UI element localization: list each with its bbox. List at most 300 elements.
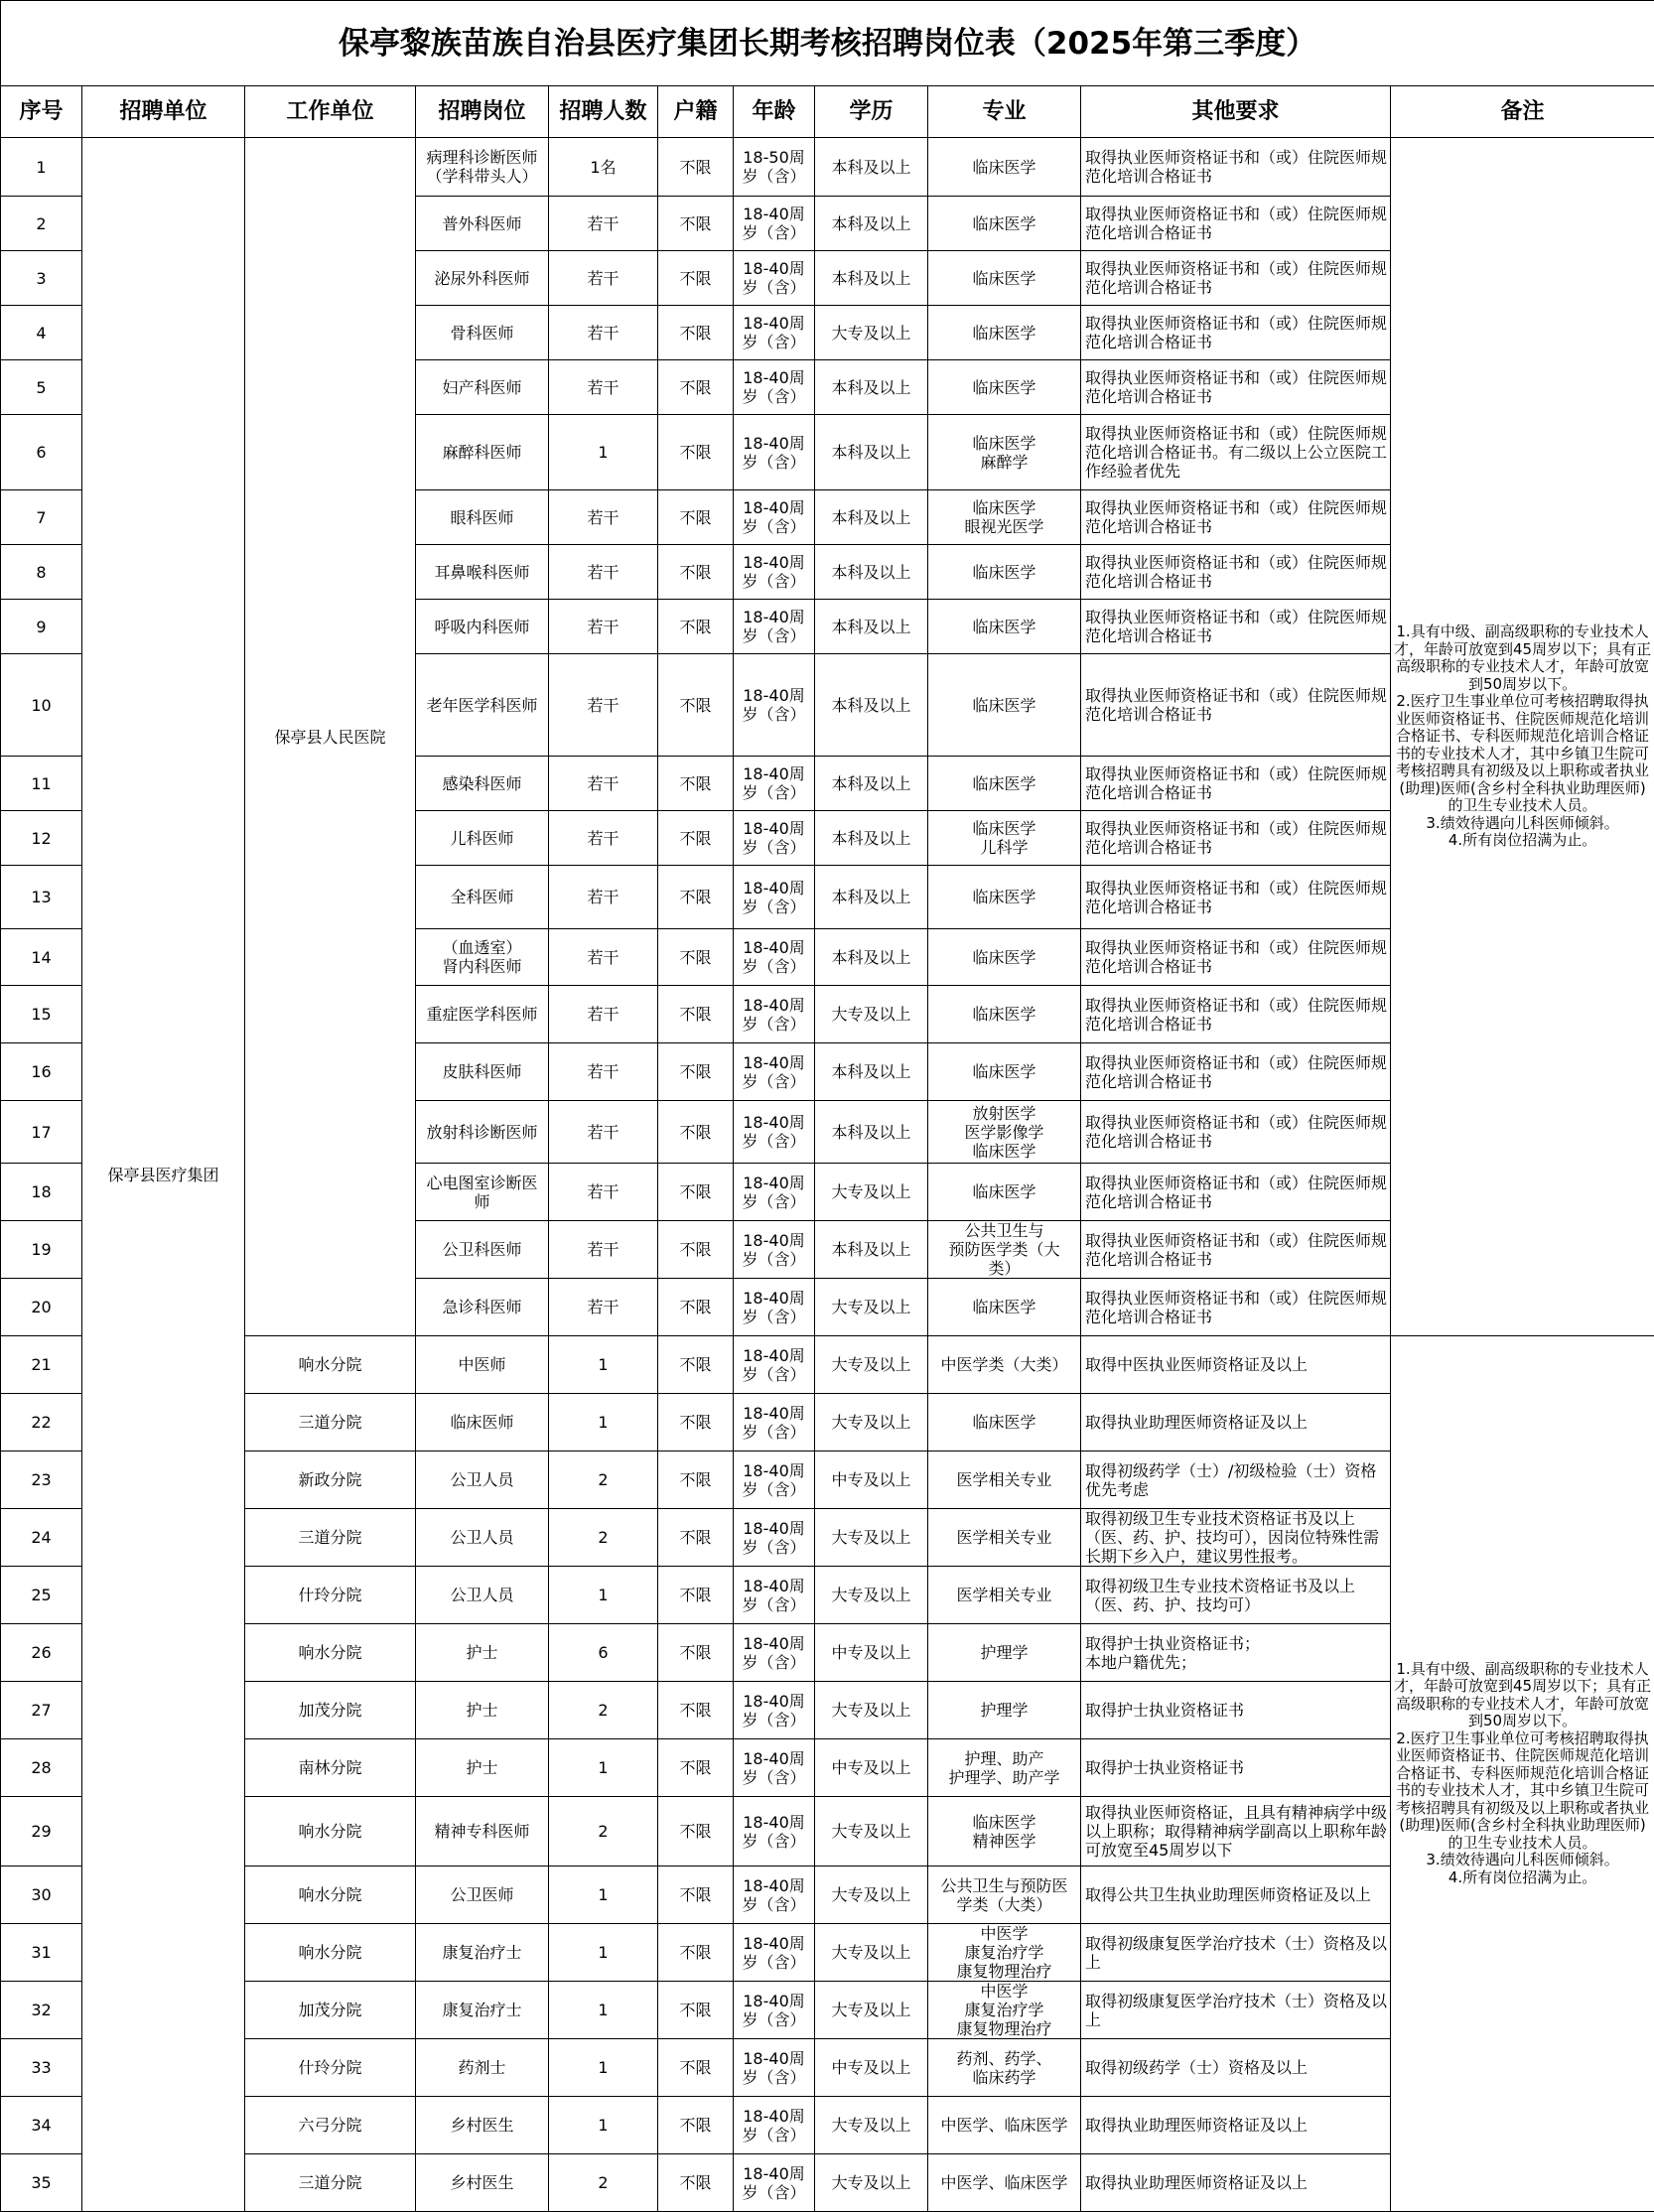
post-cell: 骨科医师	[416, 306, 549, 360]
requirement-cell: 取得执业医师资格证书和（或）住院医师规范化培训合格证书	[1081, 138, 1391, 197]
row-number: 7	[1, 490, 82, 545]
hukou-cell: 不限	[658, 1336, 734, 1394]
work-unit-cell: 加茂分院	[245, 1682, 416, 1739]
hukou-cell: 不限	[658, 415, 734, 490]
count-cell: 1	[549, 1924, 658, 1982]
page-title: 保亭黎族苗族自治县医疗集团长期考核招聘岗位表（2025年第三季度）	[1, 1, 1654, 86]
work-unit-cell: 响水分院	[245, 1624, 416, 1682]
education-cell: 本科及以上	[815, 490, 928, 545]
age-cell: 18-40周 岁（含）	[734, 360, 815, 415]
education-cell: 本科及以上	[815, 1101, 928, 1164]
row-number: 21	[1, 1336, 82, 1394]
hukou-cell: 不限	[658, 1509, 734, 1567]
age-cell: 18-40周 岁（含）	[734, 757, 815, 811]
age-cell: 18-40周 岁（含）	[734, 2154, 815, 2212]
hukou-cell: 不限	[658, 1221, 734, 1279]
requirement-cell: 取得执业医师资格证书和（或）住院医师规范化培训合格证书	[1081, 1221, 1391, 1279]
header-cell: 年龄	[734, 86, 815, 138]
count-cell: 若干	[549, 360, 658, 415]
header-cell: 招聘单位	[82, 86, 245, 138]
row-number: 5	[1, 360, 82, 415]
count-cell: 若干	[549, 1221, 658, 1279]
row-number: 1	[1, 138, 82, 197]
hukou-cell: 不限	[658, 1452, 734, 1509]
age-cell: 18-40周 岁（含）	[734, 490, 815, 545]
age-cell: 18-40周 岁（含）	[734, 1279, 815, 1336]
row-number: 31	[1, 1924, 82, 1982]
education-cell: 大专及以上	[815, 1394, 928, 1452]
post-cell: 护士	[416, 1682, 549, 1739]
table-header-row	[1, 86, 1654, 138]
post-cell: （血透室） 肾内科医师	[416, 929, 549, 986]
work-unit-cell: 南林分院	[245, 1739, 416, 1797]
age-cell: 18-40周 岁（含）	[734, 415, 815, 490]
major-cell: 临床医学	[928, 138, 1081, 197]
hukou-cell: 不限	[658, 866, 734, 929]
header-cell: 专业	[928, 86, 1081, 138]
table-row	[1, 1336, 1654, 1394]
row-number: 17	[1, 1101, 82, 1164]
row-number: 13	[1, 866, 82, 929]
count-cell: 2	[549, 1509, 658, 1567]
age-cell: 18-40周 岁（含）	[734, 545, 815, 600]
hukou-cell: 不限	[658, 1924, 734, 1982]
count-cell: 1	[549, 1336, 658, 1394]
post-cell: 公卫人员	[416, 1452, 549, 1509]
major-cell: 临床医学	[928, 600, 1081, 654]
post-cell: 耳鼻喉科医师	[416, 545, 549, 600]
age-cell: 18-40周 岁（含）	[734, 1336, 815, 1394]
age-cell: 18-40周 岁（含）	[734, 986, 815, 1043]
post-cell: 麻醉科医师	[416, 415, 549, 490]
header-cell: 备注	[1391, 86, 1654, 138]
major-cell: 临床医学	[928, 360, 1081, 415]
count-cell: 若干	[549, 757, 658, 811]
count-cell: 若干	[549, 197, 658, 251]
row-number: 10	[1, 654, 82, 757]
post-cell: 乡村医生	[416, 2154, 549, 2212]
age-cell: 18-40周 岁（含）	[734, 1452, 815, 1509]
row-number: 33	[1, 2039, 82, 2097]
post-cell: 急诊科医师	[416, 1279, 549, 1336]
hukou-cell: 不限	[658, 929, 734, 986]
requirement-cell: 取得护士执业资格证书； 本地户籍优先；	[1081, 1624, 1391, 1682]
post-cell: 重症医学科医师	[416, 986, 549, 1043]
post-cell: 公卫科医师	[416, 1221, 549, 1279]
row-number: 27	[1, 1682, 82, 1739]
major-cell: 临床医学 麻醉学	[928, 415, 1081, 490]
major-cell: 临床医学 儿科学	[928, 811, 1081, 866]
post-cell: 普外科医师	[416, 197, 549, 251]
education-cell: 本科及以上	[815, 600, 928, 654]
row-number: 3	[1, 251, 82, 306]
post-cell: 临床医师	[416, 1394, 549, 1452]
education-cell: 大专及以上	[815, 1509, 928, 1567]
count-cell: 若干	[549, 654, 658, 757]
requirement-cell: 取得执业助理医师资格证及以上	[1081, 1394, 1391, 1452]
requirement-cell: 取得护士执业资格证书	[1081, 1739, 1391, 1797]
age-cell: 18-40周 岁（含）	[734, 1221, 815, 1279]
row-number: 24	[1, 1509, 82, 1567]
row-number: 19	[1, 1221, 82, 1279]
major-cell: 中医学、临床医学	[928, 2097, 1081, 2154]
count-cell: 6	[549, 1624, 658, 1682]
age-cell: 18-40周 岁（含）	[734, 197, 815, 251]
education-cell: 大专及以上	[815, 1336, 928, 1394]
header-cell: 工作单位	[245, 86, 416, 138]
header-cell: 户籍	[658, 86, 734, 138]
education-cell: 本科及以上	[815, 1221, 928, 1279]
header-cell: 学历	[815, 86, 928, 138]
requirement-cell: 取得初级卫生专业技术资格证书及以上（医、药、护、技均可），因岗位特殊性需长期下乡入户，建议男性报考。	[1081, 1509, 1391, 1567]
count-cell: 若干	[549, 1101, 658, 1164]
hukou-cell: 不限	[658, 600, 734, 654]
requirement-cell: 取得执业医师资格证书和（或）住院医师规范化培训合格证书	[1081, 545, 1391, 600]
row-number: 26	[1, 1624, 82, 1682]
requirement-cell: 取得执业医师资格证，且具有精神病学中级以上职称；取得精神病学副高以上职称年龄可放宽至45周岁以下	[1081, 1797, 1391, 1866]
hukou-cell: 不限	[658, 545, 734, 600]
post-cell: 病理科诊断医师 （学科带头人）	[416, 138, 549, 197]
requirement-cell: 取得执业助理医师资格证及以上	[1081, 2097, 1391, 2154]
work-unit-cell: 三道分院	[245, 1509, 416, 1567]
count-cell: 1	[549, 1866, 658, 1924]
post-cell: 公卫人员	[416, 1509, 549, 1567]
count-cell: 1	[549, 415, 658, 490]
age-cell: 18-40周 岁（含）	[734, 1682, 815, 1739]
hukou-cell: 不限	[658, 1394, 734, 1452]
major-cell: 放射医学 医学影像学 临床医学	[928, 1101, 1081, 1164]
hukou-cell: 不限	[658, 1164, 734, 1221]
major-cell: 药剂、药学、 临床药学	[928, 2039, 1081, 2097]
education-cell: 大专及以上	[815, 1682, 928, 1739]
count-cell: 1	[549, 1982, 658, 2039]
requirement-cell: 取得执业医师资格证书和（或）住院医师规范化培训合格证书	[1081, 811, 1391, 866]
work-unit-cell: 响水分院	[245, 1924, 416, 1982]
post-cell: 中医师	[416, 1336, 549, 1394]
post-cell: 公卫人员	[416, 1567, 549, 1624]
count-cell: 2	[549, 1797, 658, 1866]
requirement-cell: 取得执业医师资格证书和（或）住院医师规范化培训合格证书	[1081, 1279, 1391, 1336]
work-unit-cell: 三道分院	[245, 2154, 416, 2212]
requirement-cell: 取得初级卫生专业技术资格证书及以上（医、药、护、技均可）	[1081, 1567, 1391, 1624]
count-cell: 若干	[549, 1279, 658, 1336]
education-cell: 本科及以上	[815, 811, 928, 866]
hukou-cell: 不限	[658, 1982, 734, 2039]
education-cell: 本科及以上	[815, 415, 928, 490]
count-cell: 1	[549, 1739, 658, 1797]
row-number: 11	[1, 757, 82, 811]
hukou-cell: 不限	[658, 197, 734, 251]
major-cell: 临床医学	[928, 197, 1081, 251]
requirement-cell: 取得执业医师资格证书和（或）住院医师规范化培训合格证书	[1081, 929, 1391, 986]
major-cell: 临床医学	[928, 866, 1081, 929]
major-cell: 临床医学	[928, 1394, 1081, 1452]
post-cell: 护士	[416, 1624, 549, 1682]
age-cell: 18-40周 岁（含）	[734, 1924, 815, 1982]
count-cell: 若干	[549, 490, 658, 545]
count-cell: 若干	[549, 811, 658, 866]
hukou-cell: 不限	[658, 811, 734, 866]
row-number: 14	[1, 929, 82, 986]
row-number: 22	[1, 1394, 82, 1452]
requirement-cell: 取得执业医师资格证书和（或）住院医师规范化培训合格证书	[1081, 600, 1391, 654]
age-cell: 18-40周 岁（含）	[734, 1797, 815, 1866]
work-unit-cell: 三道分院	[245, 1394, 416, 1452]
requirement-cell: 取得执业医师资格证书和（或）住院医师规范化培训合格证书	[1081, 306, 1391, 360]
education-cell: 中专及以上	[815, 1452, 928, 1509]
age-cell: 18-40周 岁（含）	[734, 1739, 815, 1797]
hukou-cell: 不限	[658, 1279, 734, 1336]
education-cell: 大专及以上	[815, 1924, 928, 1982]
row-number: 25	[1, 1567, 82, 1624]
post-cell: 公卫医师	[416, 1866, 549, 1924]
row-number: 18	[1, 1164, 82, 1221]
row-number: 8	[1, 545, 82, 600]
row-number: 35	[1, 2154, 82, 2212]
major-cell: 中医学类（大类）	[928, 1336, 1081, 1394]
hukou-cell: 不限	[658, 757, 734, 811]
work-unit-cell: 什玲分院	[245, 2039, 416, 2097]
major-cell: 公共卫生与 预防医学类（大 类）	[928, 1221, 1081, 1279]
requirement-cell: 取得中医执业医师资格证及以上	[1081, 1336, 1391, 1394]
row-number: 15	[1, 986, 82, 1043]
requirement-cell: 取得初级药学（士）/初级检验（士）资格优先考虑	[1081, 1452, 1391, 1509]
requirement-cell: 取得初级康复医学治疗技术（士）资格及以上	[1081, 1982, 1391, 2039]
major-cell: 中医学、临床医学	[928, 2154, 1081, 2212]
education-cell: 本科及以上	[815, 360, 928, 415]
major-cell: 临床医学	[928, 545, 1081, 600]
row-number: 29	[1, 1797, 82, 1866]
major-cell: 公共卫生与预防医 学类（大类）	[928, 1866, 1081, 1924]
education-cell: 本科及以上	[815, 654, 928, 757]
education-cell: 中专及以上	[815, 2039, 928, 2097]
major-cell: 临床医学 眼视光医学	[928, 490, 1081, 545]
hukou-cell: 不限	[658, 2097, 734, 2154]
hukou-cell: 不限	[658, 138, 734, 197]
post-cell: 眼科医师	[416, 490, 549, 545]
hukou-cell: 不限	[658, 1739, 734, 1797]
major-cell: 临床医学	[928, 1164, 1081, 1221]
count-cell: 若干	[549, 866, 658, 929]
requirement-cell: 取得执业医师资格证书和（或）住院医师规范化培训合格证书	[1081, 360, 1391, 415]
age-cell: 18-40周 岁（含）	[734, 866, 815, 929]
age-cell: 18-40周 岁（含）	[734, 811, 815, 866]
requirement-cell: 取得护士执业资格证书	[1081, 1682, 1391, 1739]
requirement-cell: 取得执业医师资格证书和（或）住院医师规范化培训合格证书。有二级以上公立医院工作经验者优先	[1081, 415, 1391, 490]
post-cell: 心电图室诊断医 师	[416, 1164, 549, 1221]
age-cell: 18-40周 岁（含）	[734, 654, 815, 757]
age-cell: 18-40周 岁（含）	[734, 1164, 815, 1221]
requirement-cell: 取得执业医师资格证书和（或）住院医师规范化培训合格证书	[1081, 866, 1391, 929]
age-cell: 18-40周 岁（含）	[734, 1567, 815, 1624]
major-cell: 临床医学	[928, 1043, 1081, 1101]
post-cell: 泌尿外科医师	[416, 251, 549, 306]
work-unit-cell: 六弓分院	[245, 2097, 416, 2154]
major-cell: 医学相关专业	[928, 1452, 1081, 1509]
count-cell: 若干	[549, 545, 658, 600]
education-cell: 大专及以上	[815, 1567, 928, 1624]
major-cell: 护理、助产 护理学、助产学	[928, 1739, 1081, 1797]
post-cell: 全科医师	[416, 866, 549, 929]
age-cell: 18-40周 岁（含）	[734, 306, 815, 360]
post-cell: 精神专科医师	[416, 1797, 549, 1866]
post-cell: 康复治疗士	[416, 1924, 549, 1982]
hukou-cell: 不限	[658, 306, 734, 360]
education-cell: 本科及以上	[815, 197, 928, 251]
row-number: 28	[1, 1739, 82, 1797]
hukou-cell: 不限	[658, 490, 734, 545]
age-cell: 18-40周 岁（含）	[734, 1866, 815, 1924]
row-number: 16	[1, 1043, 82, 1101]
post-cell: 儿科医师	[416, 811, 549, 866]
age-cell: 18-50周 岁（含）	[734, 138, 815, 197]
age-cell: 18-40周 岁（含）	[734, 600, 815, 654]
post-cell: 护士	[416, 1739, 549, 1797]
row-number: 4	[1, 306, 82, 360]
education-cell: 本科及以上	[815, 1043, 928, 1101]
work-unit-cell: 响水分院	[245, 1336, 416, 1394]
age-cell: 18-40周 岁（含）	[734, 1982, 815, 2039]
education-cell: 大专及以上	[815, 986, 928, 1043]
age-cell: 18-40周 岁（含）	[734, 1624, 815, 1682]
hukou-cell: 不限	[658, 654, 734, 757]
row-number: 12	[1, 811, 82, 866]
table-row	[1, 138, 1654, 197]
count-cell: 1名	[549, 138, 658, 197]
work-unit-cell: 保亭县人民医院	[245, 138, 416, 1336]
post-cell: 药剂士	[416, 2039, 549, 2097]
header-cell: 招聘人数	[549, 86, 658, 138]
requirement-cell: 取得执业医师资格证书和（或）住院医师规范化培训合格证书	[1081, 1164, 1391, 1221]
row-number: 32	[1, 1982, 82, 2039]
education-cell: 本科及以上	[815, 251, 928, 306]
major-cell: 中医学 康复治疗学 康复物理治疗	[928, 1982, 1081, 2039]
post-cell: 皮肤科医师	[416, 1043, 549, 1101]
major-cell: 医学相关专业	[928, 1567, 1081, 1624]
row-number: 30	[1, 1866, 82, 1924]
education-cell: 大专及以上	[815, 1866, 928, 1924]
count-cell: 若干	[549, 251, 658, 306]
hukou-cell: 不限	[658, 251, 734, 306]
post-cell: 乡村医生	[416, 2097, 549, 2154]
count-cell: 若干	[549, 1043, 658, 1101]
header-cell: 其他要求	[1081, 86, 1391, 138]
count-cell: 2	[549, 2154, 658, 2212]
post-cell: 放射科诊断医师	[416, 1101, 549, 1164]
age-cell: 18-40周 岁（含）	[734, 251, 815, 306]
requirement-cell: 取得初级药学（士）资格及以上	[1081, 2039, 1391, 2097]
education-cell: 大专及以上	[815, 2154, 928, 2212]
requirement-cell: 取得公共卫生执业助理医师资格证及以上	[1081, 1866, 1391, 1924]
hukou-cell: 不限	[658, 1866, 734, 1924]
major-cell: 临床医学 精神医学	[928, 1797, 1081, 1866]
education-cell: 大专及以上	[815, 1164, 928, 1221]
education-cell: 中专及以上	[815, 1739, 928, 1797]
age-cell: 18-40周 岁（含）	[734, 1509, 815, 1567]
hukou-cell: 不限	[658, 2154, 734, 2212]
count-cell: 若干	[549, 306, 658, 360]
requirement-cell: 取得执业医师资格证书和（或）住院医师规范化培训合格证书	[1081, 1043, 1391, 1101]
count-cell: 1	[549, 1394, 658, 1452]
employer-cell: 保亭县医疗集团	[82, 138, 245, 2212]
work-unit-cell: 加茂分院	[245, 1982, 416, 2039]
requirement-cell: 取得执业助理医师资格证及以上	[1081, 2154, 1391, 2212]
work-unit-cell: 响水分院	[245, 1797, 416, 1866]
major-cell: 临床医学	[928, 306, 1081, 360]
hukou-cell: 不限	[658, 1101, 734, 1164]
major-cell: 临床医学	[928, 757, 1081, 811]
major-cell: 临床医学	[928, 251, 1081, 306]
hukou-cell: 不限	[658, 1567, 734, 1624]
hukou-cell: 不限	[658, 1797, 734, 1866]
count-cell: 1	[549, 2039, 658, 2097]
requirement-cell: 取得执业医师资格证书和（或）住院医师规范化培训合格证书	[1081, 986, 1391, 1043]
header-cell: 招聘岗位	[416, 86, 549, 138]
requirement-cell: 取得执业医师资格证书和（或）住院医师规范化培训合格证书	[1081, 197, 1391, 251]
remarks-cell: 1.具有中级、副高级职称的专业技术人才，年龄可放宽到45周岁以下；具有正高级职称的专业技术人才，年龄可放宽到50周岁以下。 2.医疗卫生事业单位可考核招聘取得执业医师资格证书、住院医师规范化培训合格证书、专科医师规范化培训合格证书的专业技术人才，其中乡镇卫生院可考核招聘具有初级及以上职称或者执业(助理)医师(含乡村全科执业助理医师)的卫生专业技术人员。 3.绩效待遇向儿科医师倾斜。 4.所有岗位招满为止。	[1391, 138, 1654, 1336]
post-cell: 老年医学科医师	[416, 654, 549, 757]
count-cell: 若干	[549, 929, 658, 986]
major-cell: 护理学	[928, 1624, 1081, 1682]
education-cell: 本科及以上	[815, 929, 928, 986]
row-number: 34	[1, 2097, 82, 2154]
major-cell: 中医学 康复治疗学 康复物理治疗	[928, 1924, 1081, 1982]
age-cell: 18-40周 岁（含）	[734, 929, 815, 986]
requirement-cell: 取得执业医师资格证书和（或）住院医师规范化培训合格证书	[1081, 490, 1391, 545]
work-unit-cell: 新政分院	[245, 1452, 416, 1509]
remarks-cell: 1.具有中级、副高级职称的专业技术人才，年龄可放宽到45周岁以下；具有正高级职称的专业技术人才，年龄可放宽到50周岁以下。 2.医疗卫生事业单位可考核招聘取得执业医师资格证书、住院医师规范化培训合格证书、专科医师规范化培训合格证书的专业技术人才，其中乡镇卫生院可考核招聘具有初级及以上职称或者执业(助理)医师(含乡村全科执业助理医师)的卫生专业技术人员。 3.绩效待遇向儿科医师倾斜。 4.所有岗位招满为止。	[1391, 1336, 1654, 2212]
requirement-cell: 取得执业医师资格证书和（或）住院医师规范化培训合格证书	[1081, 654, 1391, 757]
education-cell: 大专及以上	[815, 1279, 928, 1336]
education-cell: 本科及以上	[815, 545, 928, 600]
header-cell: 序号	[1, 86, 82, 138]
requirement-cell: 取得初级康复医学治疗技术（士）资格及以上	[1081, 1924, 1391, 1982]
post-cell: 感染科医师	[416, 757, 549, 811]
count-cell: 若干	[549, 986, 658, 1043]
hukou-cell: 不限	[658, 2039, 734, 2097]
row-number: 6	[1, 415, 82, 490]
education-cell: 大专及以上	[815, 2097, 928, 2154]
hukou-cell: 不限	[658, 986, 734, 1043]
count-cell: 1	[549, 1567, 658, 1624]
major-cell: 临床医学	[928, 986, 1081, 1043]
post-cell: 妇产科医师	[416, 360, 549, 415]
age-cell: 18-40周 岁（含）	[734, 1043, 815, 1101]
major-cell: 临床医学	[928, 654, 1081, 757]
age-cell: 18-40周 岁（含）	[734, 2039, 815, 2097]
major-cell: 临床医学	[928, 929, 1081, 986]
hukou-cell: 不限	[658, 1682, 734, 1739]
education-cell: 大专及以上	[815, 1982, 928, 2039]
age-cell: 18-40周 岁（含）	[734, 1101, 815, 1164]
major-cell: 临床医学	[928, 1279, 1081, 1336]
row-number: 2	[1, 197, 82, 251]
count-cell: 若干	[549, 1164, 658, 1221]
count-cell: 2	[549, 1452, 658, 1509]
age-cell: 18-40周 岁（含）	[734, 1394, 815, 1452]
row-number: 20	[1, 1279, 82, 1336]
education-cell: 大专及以上	[815, 306, 928, 360]
row-number: 9	[1, 600, 82, 654]
count-cell: 2	[549, 1682, 658, 1739]
requirement-cell: 取得执业医师资格证书和（或）住院医师规范化培训合格证书	[1081, 251, 1391, 306]
hukou-cell: 不限	[658, 360, 734, 415]
education-cell: 本科及以上	[815, 866, 928, 929]
requirement-cell: 取得执业医师资格证书和（或）住院医师规范化培训合格证书	[1081, 1101, 1391, 1164]
education-cell: 大专及以上	[815, 1797, 928, 1866]
age-cell: 18-40周 岁（含）	[734, 2097, 815, 2154]
count-cell: 若干	[549, 600, 658, 654]
